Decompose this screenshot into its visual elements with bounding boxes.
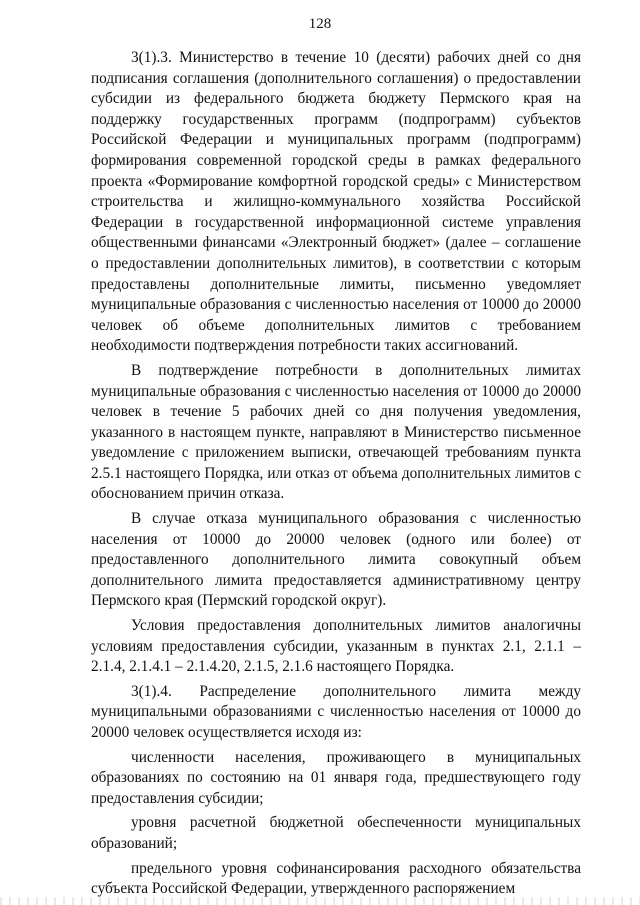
paragraph-cofinancing: предельного уровня софинансирования расходного обязательства субъекта Российской Федерации, утвержденного распоряжением <box>91 859 581 898</box>
paragraph-budget-level: уровня расчетной бюджетной обеспеченности муниципальных образований; <box>91 814 581 852</box>
document-body <box>91 48 581 904</box>
paragraph-conditions: Условия предоставления дополнительных лимитов аналогичны условиям предоставления субсидии, указанным в пунктах 2.1, 2.1.1 – 2.1.4, 2.1.4.1 – 2.1.4.20, 2.1.5, 2.1.6 настоящего Порядка. <box>91 617 581 676</box>
paragraph-3-1-3: 3(1).3. Министерство в течение 10 (десяти) рабочих дней со дня подписания соглашения (дополнительного соглашения) о предоставлении субсидии из федерального бюджета бюджету Пермского края на поддержку государственных программ (подпрограмм) субъектов Российской Федерации и муниципальных программ (подпрограмм) формирования современной городской среды в рамках федерального проекта «Формирование комфортной городской среды» с Министерством строительства и жилищно-коммунального хозяйства Российской Федерации в государственной информационной системе управления общественными финансами «Электронный бюджет» (далее – соглашение о предоставлении дополнительных лимитов), в соответствии с которым предоставлены дополнительные лимиты, письменно уведомляет муниципальные образования с численностью населения от 10000 до 20000 человек об объеме дополнительных лимитов с требованием необходимости подтверждения потребности таких ассигнований. <box>91 49 581 355</box>
paragraph-population: численности населения, проживающего в муниципальных образованиях по состоянию на 01 января года, предшествующего году предоставления субсидии; <box>91 748 581 807</box>
paragraph-3-1-4: 3(1).4. Распределение дополнительного лимита между муниципальными образованиями с численностью населения от 10000 до 20000 человек осуществляется исходя из: <box>91 682 581 741</box>
paragraph-confirmation: В подтверждение потребности в дополнительных лимитах муниципальные образования с численностью населения от 10000 до 20000 человек в течение 5 рабочих дней со дня получения уведомления, указанного в настоящем пункте, направляют в Министерство письменное уведомление с приложением выписки, отвечающей требованиям пункта 2.5.1 настоящего Порядка, или отказ от объема дополнительных лимитов с обоснованием причин отказа. <box>91 361 581 503</box>
paragraph-refusal: В случае отказа муниципального образования с численностью населения от 10000 до 20000 человек (одного или более) от предоставленного дополнительного лимита совокупный объем дополнительного лимита предоставляется административному центру Пермского края (Пермский городской округ). <box>91 510 581 610</box>
scan-edge-artifact <box>0 897 640 905</box>
page-number: 128 <box>308 16 332 32</box>
